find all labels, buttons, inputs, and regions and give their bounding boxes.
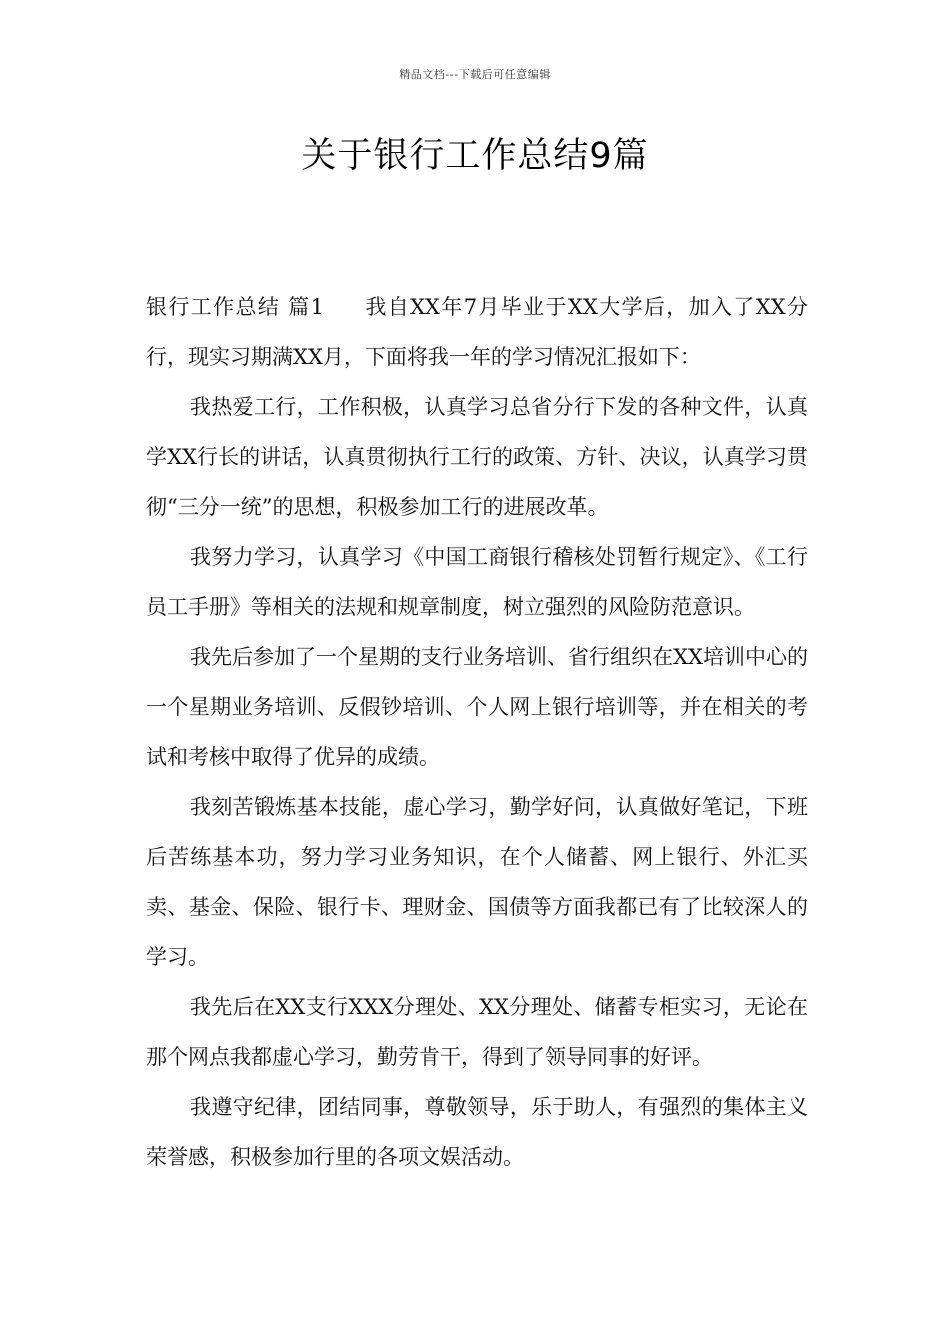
paragraph: 我努力学习，认真学习《中国工商银行稽核处罚暂行规定》、《工行员工手册》等相关的法规和规章制度，树立强烈的风险防范意识。 xyxy=(146,545,808,619)
section-label: 银行工作总结 篇1 xyxy=(146,295,324,319)
paragraph: 我遵守纪律，团结同事，尊敬领导，乐于助人，有强烈的集体主义荣誉感，积极参加行里的各项文娱活动。 xyxy=(146,1095,808,1169)
paragraph: 我热爱工行，工作积极，认真学习总省分行下发的各种文件，认真学XX行长的讲话，认真贯彻执行工行的政策、方针、决议，认真学习贯彻“三分一统”的思想，积极参加工行的进展改革。 xyxy=(146,395,808,519)
paragraph: 我先后参加了一个星期的支行业务培训、省行组织在XX培训中心的一个星期业务培训、反假钞培训、个人网上银行培训等，并在相关的考试和考核中取得了优异的成绩。 xyxy=(146,645,808,769)
header-note: 精品文档---下载后可任意编辑 xyxy=(399,68,551,81)
paragraph: 我刻苦锻炼基本技能，虚心学习，勤学好问，认真做好笔记，下班后苦练基本功，努力学习业务知识，在个人储蓄、网上银行、外汇买卖、基金、保险、银行卡、理财金、国债等方面我都已有了比较深人的学习。 xyxy=(146,795,808,969)
document-body xyxy=(146,282,808,1182)
paragraph: 我先后在XX支行XXX分理处、XX分理处、储蓄专柜实习，无论在那个网点我都虚心学习，勤劳肯干，得到了领导同事的好评。 xyxy=(146,995,808,1069)
intro-paragraph xyxy=(146,282,808,382)
intro-text: 我自XX年7月毕业于XX大学后，加入了XX分行，现实习期满XX月，下面将我一年的学习情况汇报如下： xyxy=(146,295,808,369)
document-title: 关于银行工作总结9篇 xyxy=(301,136,649,176)
